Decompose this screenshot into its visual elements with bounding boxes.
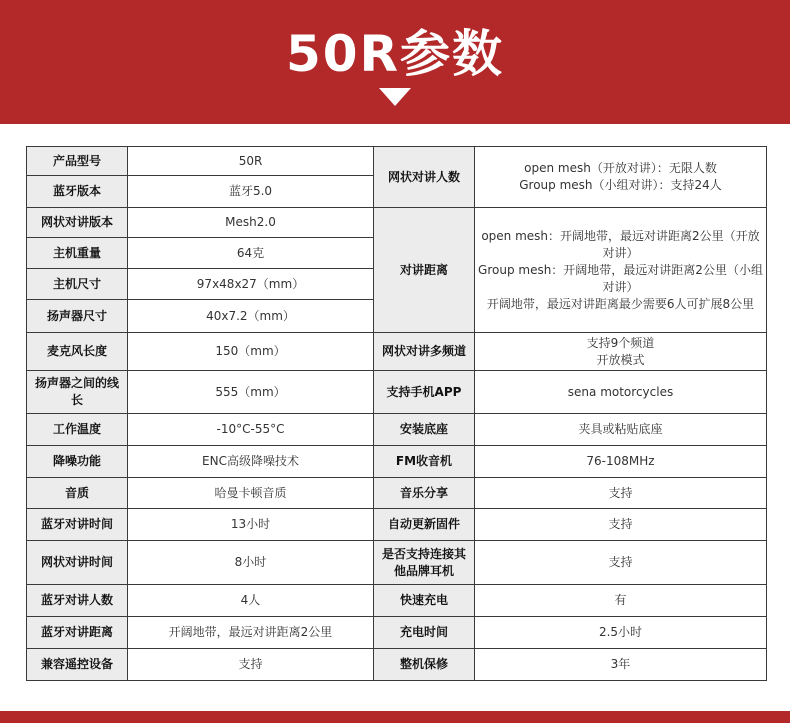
spec-label: 主机重量 [27,238,128,269]
table-row [27,414,767,446]
table-row [27,208,767,238]
spec-label: 主机尺寸 [27,269,128,300]
spec-label: 扬声器之间的线长 [27,371,128,414]
spec-label: 是否支持连接其他品牌耳机 [374,541,475,585]
down-arrow-icon [379,88,411,106]
spec-value: 夹具或粘贴底座 [475,414,767,446]
table-row [27,371,767,414]
range-line: 开阔地带，最远对讲距离最少需要6人可扩展8公里 [486,296,755,311]
spec-label-range: 对讲距离 [374,208,475,333]
spec-label: 快速充电 [374,585,475,617]
range-line: open mesh：开阔地带，最远对讲距离2公里（开放对讲） [481,228,760,260]
spec-value: 50R [128,147,374,176]
spec-label: 整机保修 [374,649,475,681]
header-banner [0,0,790,124]
spec-label: 工作温度 [27,414,128,446]
spec-label: 网状对讲时间 [27,541,128,585]
table-row [27,509,767,541]
spec-value: 哈曼卡顿音质 [128,478,374,509]
spec-value: 13小时 [128,509,374,541]
spec-label: 蓝牙版本 [27,176,128,208]
spec-label-mesh-count: 网状对讲人数 [374,147,475,208]
spec-label: 扬声器尺寸 [27,300,128,333]
spec-value: 150（mm） [128,333,374,371]
spec-label: 安装底座 [374,414,475,446]
spec-label: 蓝牙对讲时间 [27,509,128,541]
spec-value: 555（mm） [128,371,374,414]
spec-label: 蓝牙对讲人数 [27,585,128,617]
spec-value: 有 [475,585,767,617]
spec-label: 自动更新固件 [374,509,475,541]
spec-value: 64克 [128,238,374,269]
spec-value-range [475,208,767,333]
table-row [27,446,767,478]
mesh-count-line: open mesh（开放对讲）：无限人数 [524,161,717,175]
spec-value: 3年 [475,649,767,681]
spec-value: 97x48x27（mm） [128,269,374,300]
channels-line: 开放模式 [596,352,645,367]
spec-value: -10°C-55°C [128,414,374,446]
spec-value: sena motorcycles [475,371,767,414]
footer-bar [0,711,790,723]
spec-label: 音乐分享 [374,478,475,509]
spec-label: 音质 [27,478,128,509]
table-row [27,649,767,681]
spec-value-channels [475,333,767,371]
table-row [27,617,767,649]
spec-value: 76-108MHz [475,446,767,478]
spec-label: 支持手机APP [374,371,475,414]
table-row [27,478,767,509]
spec-label: 网状对讲版本 [27,208,128,238]
spec-label: 充电时间 [374,617,475,649]
spec-value: ENC高级降噪技术 [128,446,374,478]
spec-value-mesh-count [475,147,767,208]
spec-label: 麦克风长度 [27,333,128,371]
table-row [27,333,767,371]
spec-value: 支持 [475,541,767,585]
channels-line: 支持9个频道 [586,335,655,350]
spec-value: 开阔地带，最远对讲距离2公里 [128,617,374,649]
spec-label: 蓝牙对讲距离 [27,617,128,649]
spec-label: 产品型号 [27,147,128,176]
table-row [27,147,767,176]
spec-value: 4人 [128,585,374,617]
spec-value: 支持 [475,509,767,541]
spec-value: Mesh2.0 [128,208,374,238]
spec-label: 兼容遥控设备 [27,649,128,681]
spec-label: 降噪功能 [27,446,128,478]
mesh-count-line: Group mesh（小组对讲）：支持24人 [519,178,722,192]
spec-table [26,146,767,681]
table-row [27,541,767,585]
spec-value: 支持 [128,649,374,681]
page-title: 50R参数 [285,25,505,83]
spec-value: 8小时 [128,541,374,585]
spec-value: 蓝牙5.0 [128,176,374,208]
spec-label-channels: 网状对讲多频道 [374,333,475,371]
range-line: Group mesh：开阔地带，最远对讲距离2公里（小组对讲） [478,262,763,294]
spec-value: 40x7.2（mm） [128,300,374,333]
table-row [27,585,767,617]
spec-value: 支持 [475,478,767,509]
spec-label: FM收音机 [374,446,475,478]
spec-value: 2.5小时 [475,617,767,649]
